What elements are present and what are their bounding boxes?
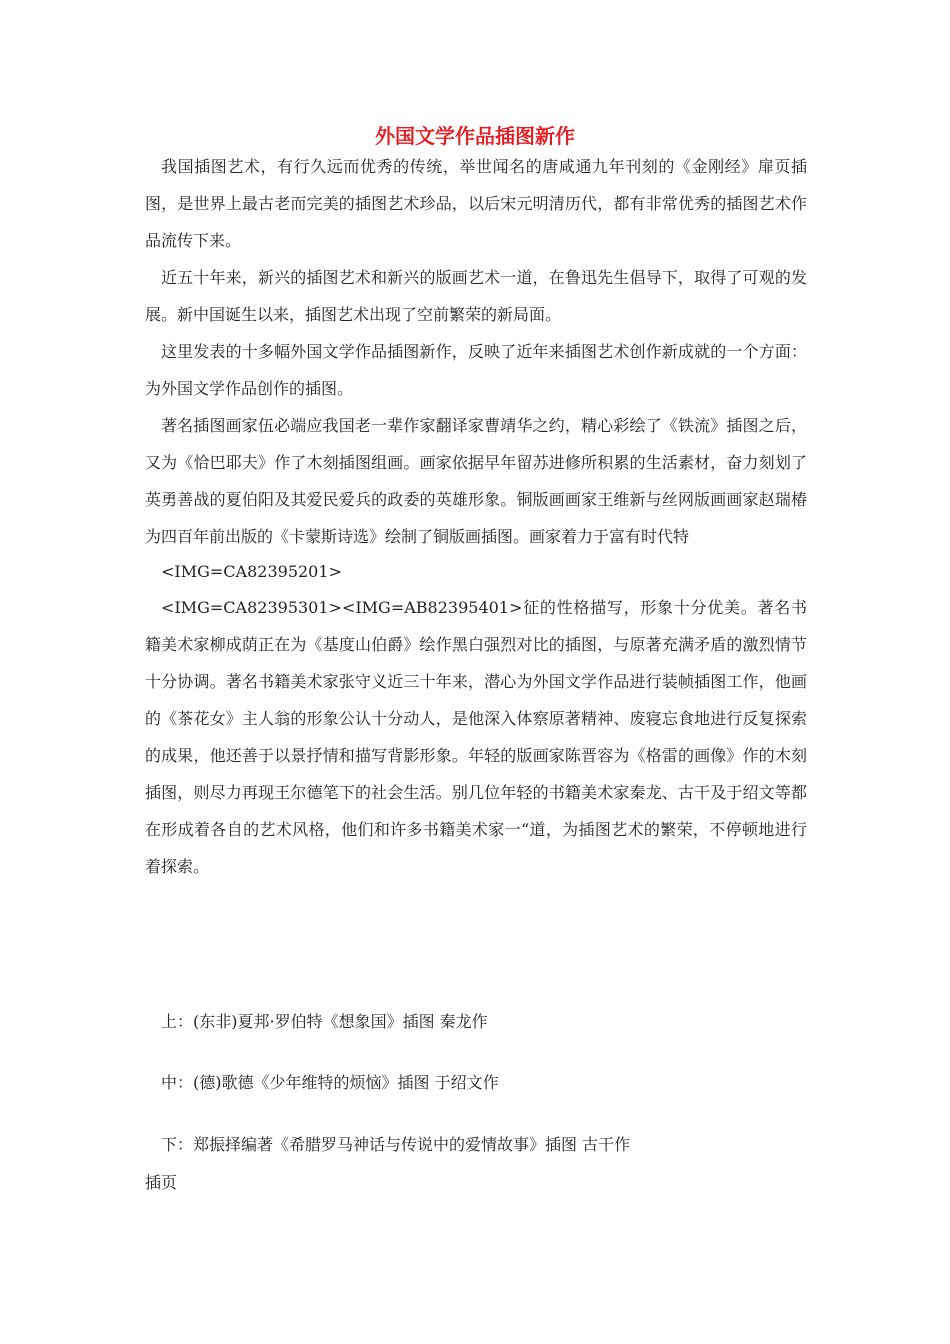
caption-middle: 中：(德)歌德《少年维特的烦恼》插图 于绍文作 (161, 1073, 499, 1092)
caption-bottom: 下：郑振择编著《希腊罗马神话与传说中的爱情故事》插图 古干作 (161, 1135, 631, 1154)
paragraph-history: 近五十年来，新兴的插图艺术和新兴的版画艺术一道，在鲁迅先生倡导下，取得了可观的发展。新中国诞生以来，插图艺术出现了空前繁荣的新局面。 (145, 268, 807, 324)
paragraph-overview: 这里发表的十多幅外国文学作品插图新作，反映了近年来插图艺术创作新成就的一个方面：为外国文学作品创作的插图。 (145, 342, 807, 398)
caption-top: 上：(东非)夏邦·罗伯特《想象国》插图 秦龙作 (161, 1012, 488, 1031)
document-title: 外国文学作品插图新作 (375, 124, 575, 148)
paragraph-intro: 我国插图艺术，有行久远而优秀的传统，举世闻名的唐咸通九年刊刻的《金刚经》扉页插图，是世界上最古老而完美的插图艺术珍品，以后宋元明清历代，都有非常优秀的插图艺术作品流传下来。 (145, 157, 807, 250)
image-placeholder: <IMG=CA82395201> (161, 562, 342, 581)
paragraph-artists-2: <IMG=CA82395301><IMG=AB82395401>征的性格描写，形象十分优美。著名书籍美术家柳成荫正在为《基度山伯爵》绘作黑白强烈对比的插图，与原著充满矛盾的激烈情节十分协调。著名书籍美术家张守义近三十年来，潜心为外国文学作品进行装帧插图工作，他画的《茶花女》主人翁的形象公认十分动人，是他深入体察原著精神、废寝忘食地进行反复探索的成果，他还善于以景抒情和描写背影形象。年轻的版画家陈晋容为《格雷的画像》作的木刻插图，则尽力再现王尔德笔下的社会生活。别几位年轻的书籍美术家秦龙、古干及于绍文等都在形成着各自的艺术风格，他们和许多书籍美术家一“道，为插图艺术的繁荣，不停顿地进行着探索。 (145, 598, 807, 876)
document-body (145, 148, 807, 885)
paragraph-artists-1: 著名插图画家伍必端应我国老一辈作家翻译家曹靖华之约，精心彩绘了《铁流》插图之后，又为《恰巴耶夫》作了木刻插图组画。画家依据早年留苏进修所积累的生活素材，奋力刻划了英勇善战的夏伯阳及其爱民爱兵的政委的英雄形象。铜版画画家王维新与丝网版画画家赵瑞椿为四百年前出版的《卡蒙斯诗选》绘制了铜版画插图。画家着力于富有时代特 (145, 416, 807, 546)
page-footer-label: 插页 (145, 1173, 178, 1192)
